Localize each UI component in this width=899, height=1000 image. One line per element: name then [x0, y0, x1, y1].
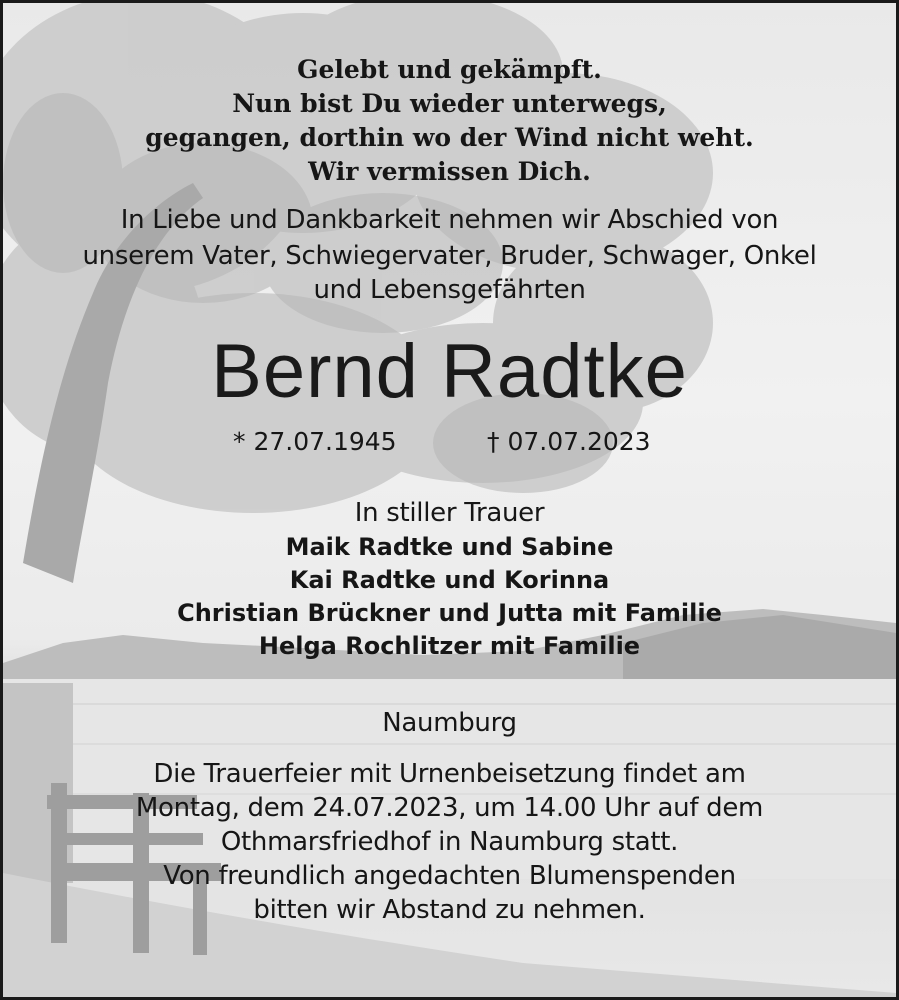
intro-line-2: unserem Vater, Schwiegervater, Bruder, Schwager, Onkel: [82, 241, 817, 271]
poem-line-4: Wir vermissen Dich.: [308, 157, 591, 186]
deceased-name: Bernd Radtke: [211, 329, 688, 414]
poem-line-3: gegangen, dorthin wo der Wind nicht weht.: [145, 123, 754, 152]
intro-line-3: und Lebensgefährten: [313, 275, 586, 305]
mourner-3: Christian Brückner und Jutta mit Familie: [177, 599, 722, 627]
service-line-3: Othmarsfriedhof in Naumburg statt.: [220, 827, 679, 857]
service-line-5: bitten wir Abstand zu nehmen.: [253, 895, 646, 925]
poem-line-2: Nun bist Du wieder unterwegs,: [232, 89, 667, 118]
service-line-2: Montag, dem 24.07.2023, um 14.00 Uhr auf dem: [135, 793, 764, 823]
mourner-4: Helga Rochlitzer mit Familie: [258, 632, 641, 660]
place: Naumburg: [382, 708, 517, 738]
death-date: † 07.07.2023: [487, 427, 651, 456]
service-line-4: Von freundlich angedachten Blumenspenden: [163, 861, 736, 891]
mourner-2: Kai Radtke und Korinna: [289, 566, 610, 594]
birth-date: * 27.07.1945: [233, 427, 397, 456]
mourning-label: In stiller Trauer: [354, 498, 545, 528]
intro-line-1: In Liebe und Dankbarkeit nehmen wir Abschied von: [120, 205, 779, 235]
poem-line-1: Gelebt und gekämpft.: [297, 55, 602, 84]
mourner-1: Maik Radtke und Sabine: [285, 533, 614, 561]
service-line-1: Die Trauerfeier mit Urnenbeisetzung findet am: [153, 759, 746, 789]
